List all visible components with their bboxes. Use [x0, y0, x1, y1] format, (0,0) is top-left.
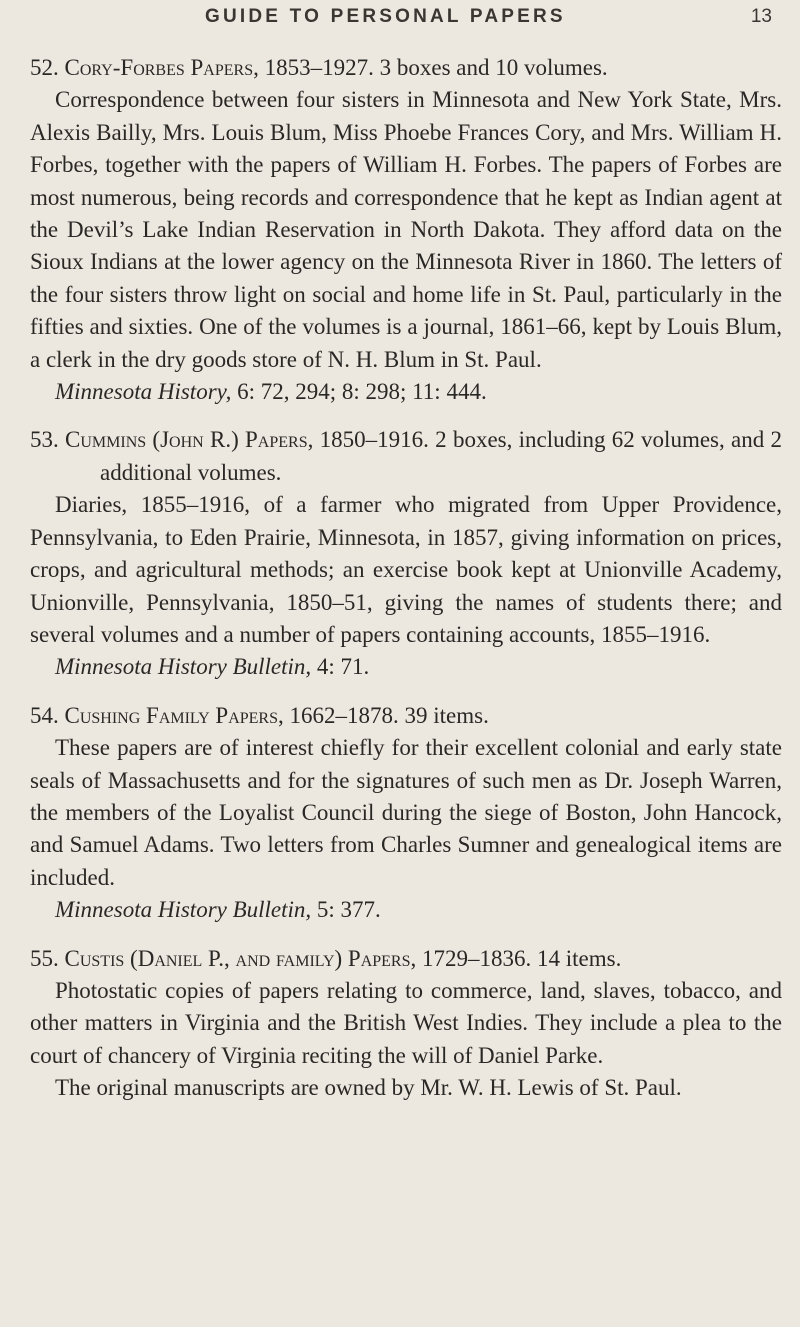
running-head — [30, 0, 782, 52]
entry-number: 53. — [30, 427, 59, 453]
entry-number: 52. — [30, 55, 59, 80]
entry-heading — [30, 424, 782, 489]
entry-heading — [30, 943, 782, 975]
entry-citation — [30, 894, 782, 926]
entry-52 — [30, 52, 782, 408]
collection-name: Cory-Forbes Papers, — [64, 55, 259, 80]
collection-name: Cushing Family Papers, — [64, 702, 284, 728]
collection-extent: 1662–1878. 39 items. — [289, 702, 489, 728]
collection-name: Cummins (John R.) Papers, — [65, 427, 314, 453]
collection-extent: 1853–1927. 3 boxes and 10 volumes. — [264, 55, 608, 80]
entry-heading — [30, 52, 782, 84]
entry-55 — [30, 943, 782, 1105]
entry-description: Diaries, 1855–1916, of a farmer who migrated from Upper Providence, Pennsylvania, to Eden Prairie, Minnesota, in 1857, giving information on prices, crops, and agricultural methods; an exercise book kept at Unionville Academy, Unionville, Pennsylvania, 1850–51, giving the names of students there; and several volumes and a number of papers containing accounts, 1855–1916. — [30, 492, 782, 647]
citation-refs: 4: 71. — [316, 654, 370, 680]
collection-name: Custis (Daniel P., and family) Papers, — [64, 945, 417, 971]
entry-53 — [30, 424, 782, 683]
page-number: 13 — [750, 6, 772, 27]
citation-refs: 5: 377. — [316, 897, 381, 923]
citation-refs: 6: 72, 294; 8: 298; 11: 444. — [237, 379, 487, 405]
collection-extent: 1850–1916. 2 boxes, including 62 volumes, and 2 additional volumes. — [100, 427, 783, 485]
citation-title: Minnesota History Bulletin, — [55, 897, 312, 923]
citation-title: Minnesota History, — [55, 379, 232, 405]
collection-extent: 1729–1836. 14 items. — [422, 945, 622, 971]
entry-citation — [30, 376, 782, 408]
entry-number: 54. — [30, 702, 59, 728]
entry-description: These papers are of interest chiefly for their excellent colonial and early state seals of Massachusetts and for the signatures of such men as Dr. Joseph Warren, the members of the Loyalist Council during the siege of Boston, John Hancock, and Samuel Adams. Two letters from Charles Sumner and genealogical items are included. — [30, 735, 782, 890]
entry-description: Correspondence between four sisters in Minnesota and New York State, Mrs. Alexis Bailly, Mrs. Louis Blum, Miss Phoebe Frances Cory, and Mrs. William H. Forbes, together with the papers of William H. Forbes. The papers of Forbes are most numerous, being records and correspondence that he kept as Indian agent at the Devil’s Lake Indian Reservation in North Dakota. They afford data on the Sioux Indians at the lower agency on the Minnesota River in 1860. The letters of the four sisters throw light on social and home life in St. Paul, particularly in the fifties and sixties. One of the volumes is a journal, 1861–66, kept by Louis Blum, a clerk in the dry goods store of N. H. Blum in St. Paul. — [30, 87, 782, 372]
entry-heading — [30, 700, 782, 732]
entry-citation — [30, 651, 782, 683]
citation-title: Minnesota History Bulletin, — [55, 654, 312, 680]
entry-number: 55. — [30, 945, 59, 971]
running-title: GUIDE TO PERSONAL PAPERS — [205, 6, 566, 27]
entry-description: Photostatic copies of papers relating to commerce, land, slaves, tobacco, and other matters in Virginia and the British West Indies. They include a plea to the court of chancery of Virginia reciting the will of Daniel Parke. — [30, 977, 782, 1068]
entry-54 — [30, 700, 782, 927]
entry-note: The original manuscripts are owned by Mr. W. H. Lewis of St. Paul. — [55, 1075, 682, 1101]
